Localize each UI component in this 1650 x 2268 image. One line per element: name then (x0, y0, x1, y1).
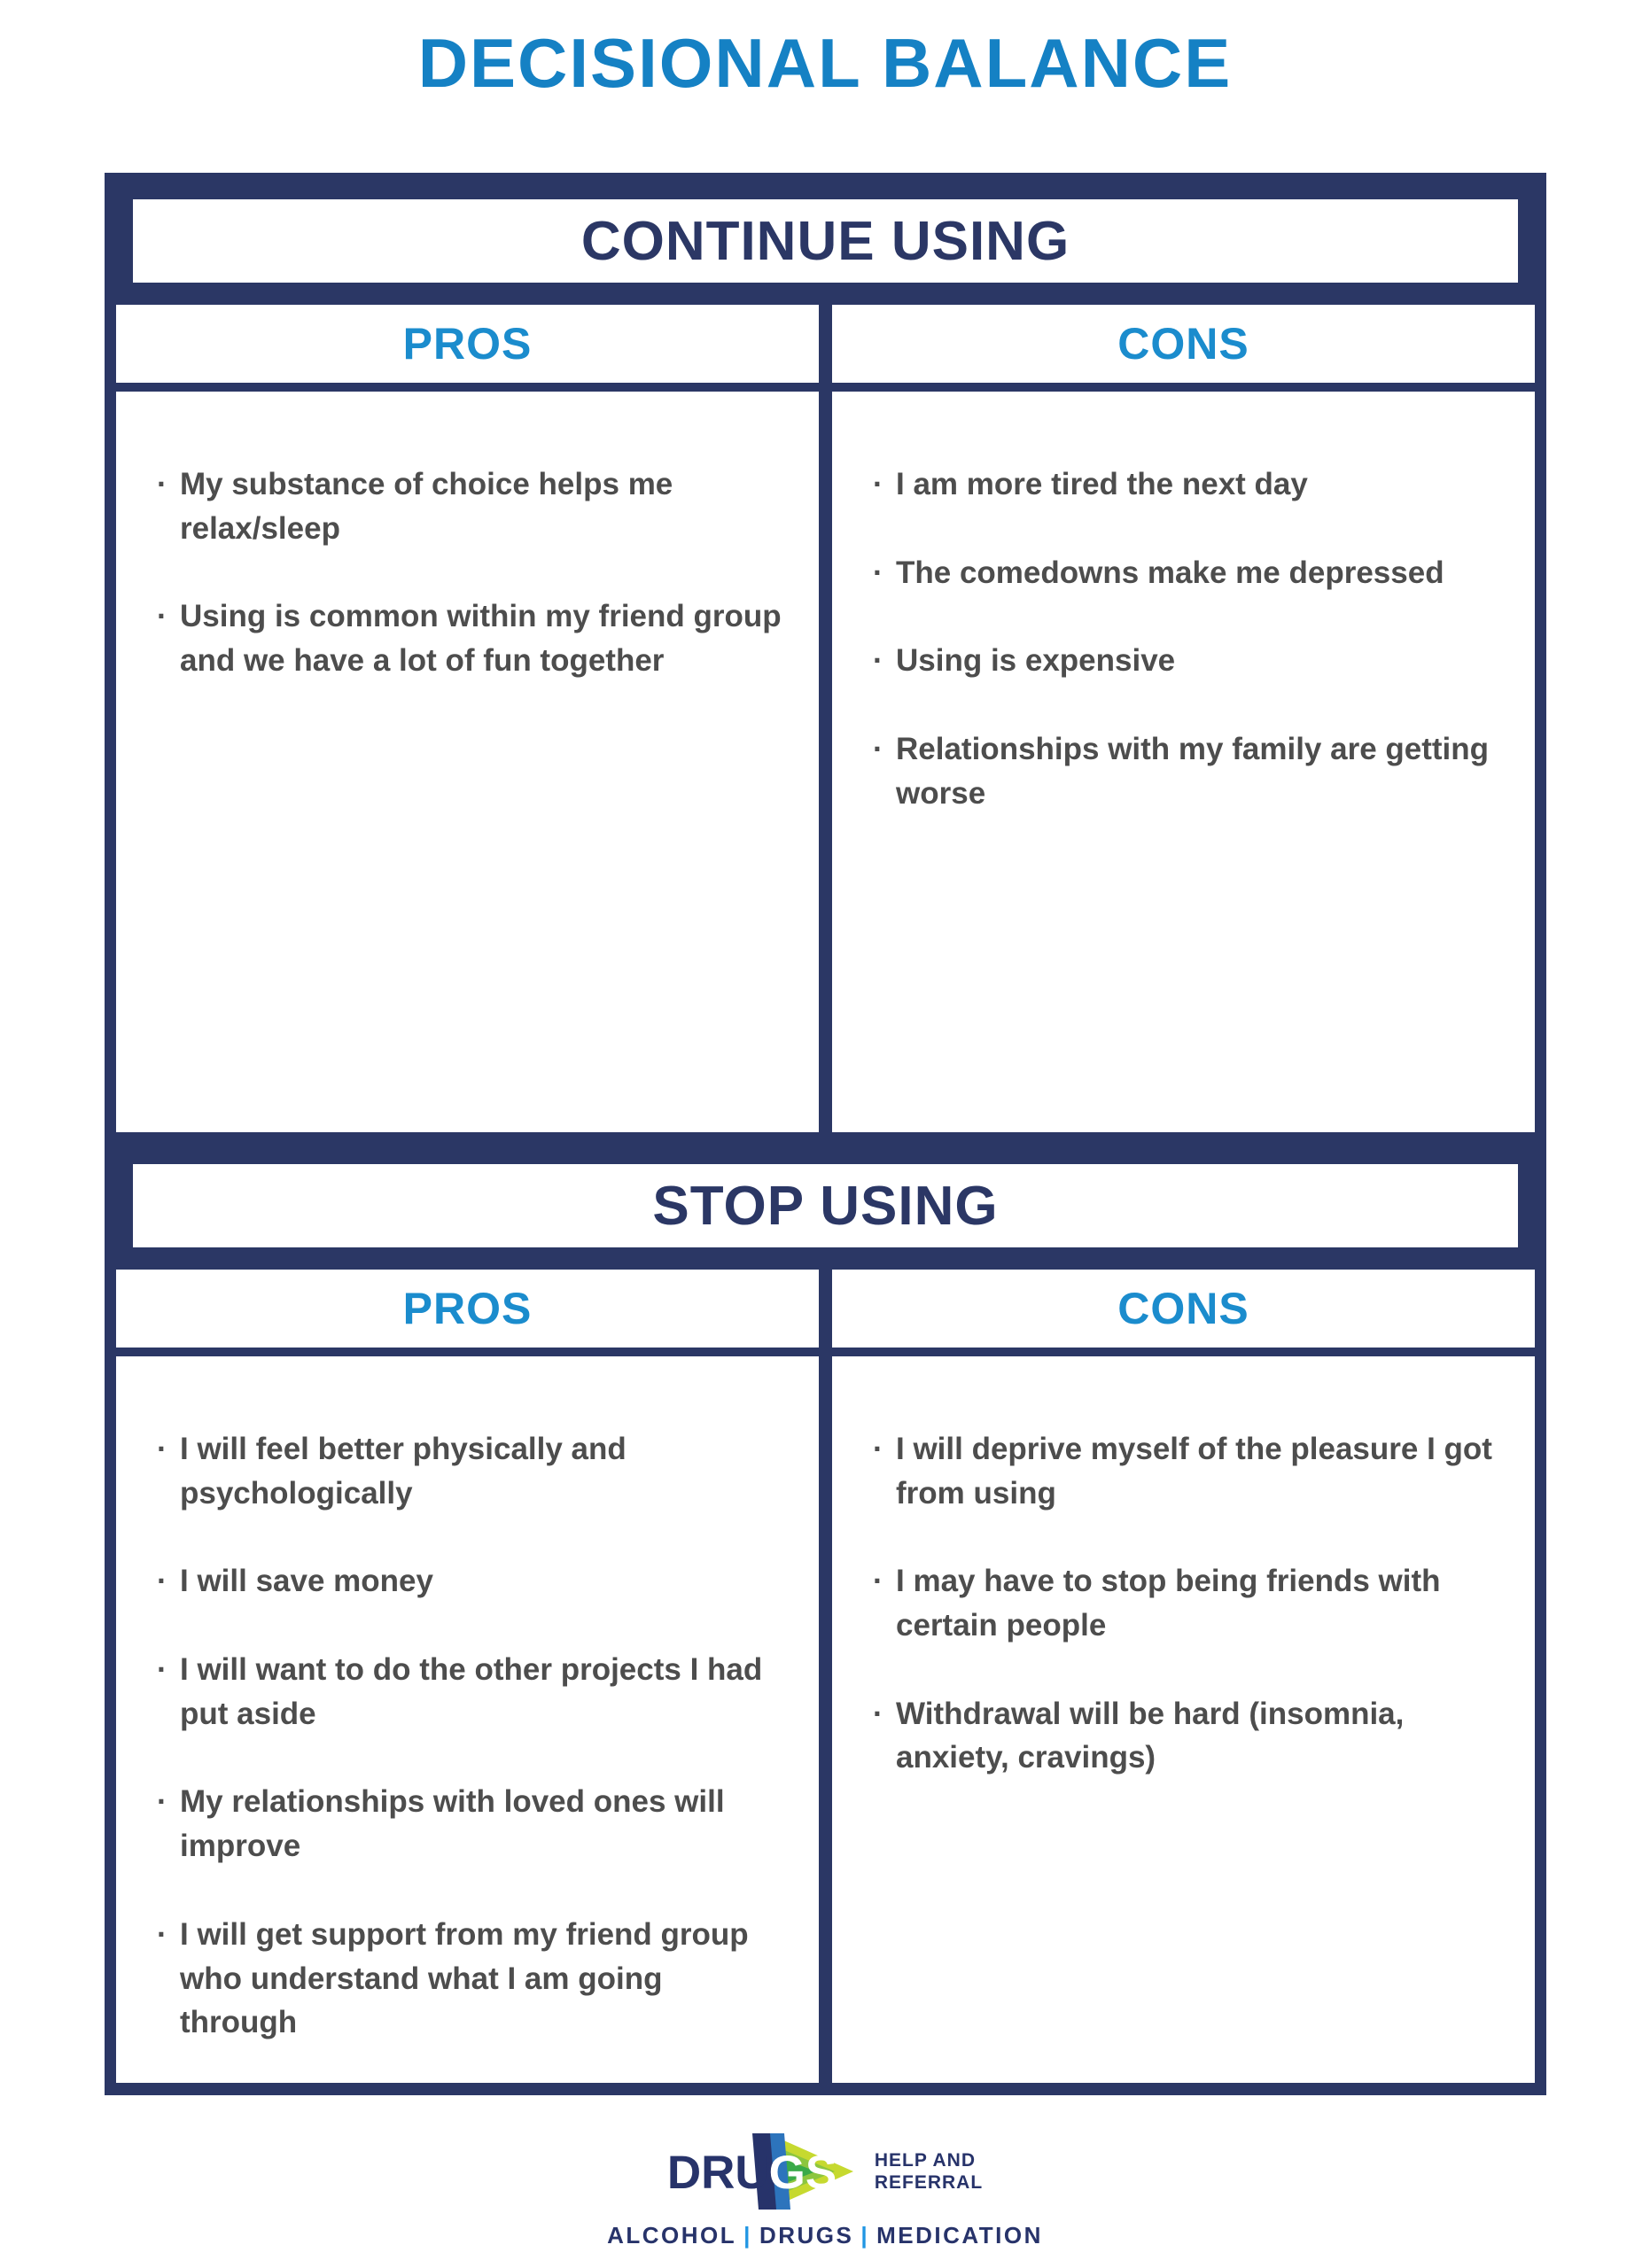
item-text: Withdrawal will be hard (insomnia, anxiety, cravings) (896, 1696, 1405, 1775)
pros-list-stop (116, 1356, 819, 2083)
list-item (873, 1559, 1503, 1647)
footer-logo-block (0, 2133, 1650, 2249)
list-item (873, 1692, 1503, 1780)
cons-header-cell (832, 1270, 1535, 1348)
tagline-separator: | (860, 2222, 870, 2249)
section-header-band (133, 1164, 1518, 1247)
list-item (157, 594, 787, 682)
decisional-balance-table (105, 173, 1546, 2095)
item-text: I am more tired the next day (896, 467, 1308, 501)
item-text: My relationships with loved ones will improve (180, 1784, 725, 1864)
pros-header-label: PROS (402, 319, 533, 369)
wordmark-dark-part: DRU (666, 2147, 769, 2199)
tagline (607, 2222, 1043, 2249)
list-item (157, 1780, 787, 1868)
bullet-dot: · (873, 555, 883, 590)
logo-mark (667, 2133, 859, 2210)
bullet-dot: · (157, 1916, 167, 1952)
list-item (157, 462, 787, 550)
section-title: STOP USING (652, 1175, 999, 1237)
column-header-row (105, 305, 1546, 383)
help-line-2: REFERRAL (874, 2172, 984, 2193)
list-item (873, 727, 1503, 815)
cons-list-stop (832, 1356, 1535, 2083)
pros-header-label: PROS (402, 1284, 533, 1333)
item-text: I will get support from my friend group who understand what I am going through (180, 1916, 749, 2040)
wordmark-light-part: GS (768, 2147, 837, 2199)
list-item (157, 1559, 787, 1604)
list-item (873, 1427, 1503, 1515)
bullet-dot: · (873, 732, 883, 767)
section-header-band (133, 199, 1518, 283)
item-text: My substance of choice helps me relax/sleep (180, 467, 673, 546)
cons-header-label: CONS (1117, 319, 1249, 369)
item-text: I may have to stop being friends with certain people (896, 1564, 1441, 1643)
item-text: The comedowns make me depressed (896, 555, 1444, 590)
bullet-dot: · (873, 643, 883, 679)
list-item (157, 1427, 787, 1515)
page-title: DECISIONAL BALANCE (417, 24, 1233, 102)
item-text: I will want to do the other projects I had put aside (180, 1652, 763, 1731)
tagline-word-alcohol: ALCOHOL (607, 2222, 737, 2249)
bullet-dot: · (157, 1564, 167, 1599)
tagline-separator: | (743, 2222, 752, 2249)
content-row (105, 1356, 1546, 2083)
bullet-dot: · (873, 1432, 883, 1466)
item-text: Using is common within my friend group and we have a lot of fun together (180, 599, 782, 679)
list-item (873, 551, 1503, 595)
bullet-dot: · (873, 1696, 883, 1731)
tagline-word-medication: MEDICATION (876, 2222, 1043, 2249)
pros-header-cell (116, 305, 819, 383)
pros-list-continue (116, 392, 819, 1132)
cons-header-cell (832, 305, 1535, 383)
list-item (157, 1913, 787, 2045)
bullet-dot: · (157, 599, 167, 634)
item-text: Relationships with my family are getting worse (896, 732, 1490, 811)
cons-header-label: CONS (1117, 1284, 1249, 1333)
pros-header-cell (116, 1270, 819, 1348)
list-item (873, 639, 1503, 683)
help-and-referral-text (875, 2149, 983, 2194)
bullet-dot: · (873, 467, 883, 501)
cons-list-continue (832, 392, 1535, 1132)
section-continue-using (105, 173, 1546, 1132)
drugs-help-referral-logo (667, 2133, 983, 2210)
help-line-1: HELP AND (874, 2149, 977, 2171)
bullet-dot: · (157, 467, 167, 501)
bullet-dot: · (157, 1432, 167, 1466)
content-row (105, 392, 1546, 1132)
column-header-row (105, 1270, 1546, 1348)
bullet-dot: · (157, 1652, 167, 1688)
item-text: I will feel better physically and psychologically (180, 1432, 627, 1511)
list-item (157, 1648, 787, 1736)
bullet-dot: · (873, 1564, 883, 1599)
bullet-dot: · (157, 1784, 167, 1820)
item-text: Using is expensive (896, 643, 1176, 679)
drugs-wordmark (667, 2146, 837, 2200)
item-text: I will save money (180, 1564, 433, 1599)
list-item (873, 462, 1503, 507)
section-title: CONTINUE USING (580, 210, 1070, 272)
section-stop-using (105, 1132, 1546, 2083)
item-text: I will deprive myself of the pleasure I got from using (896, 1432, 1492, 1511)
tagline-word-drugs: DRUGS (759, 2222, 854, 2249)
